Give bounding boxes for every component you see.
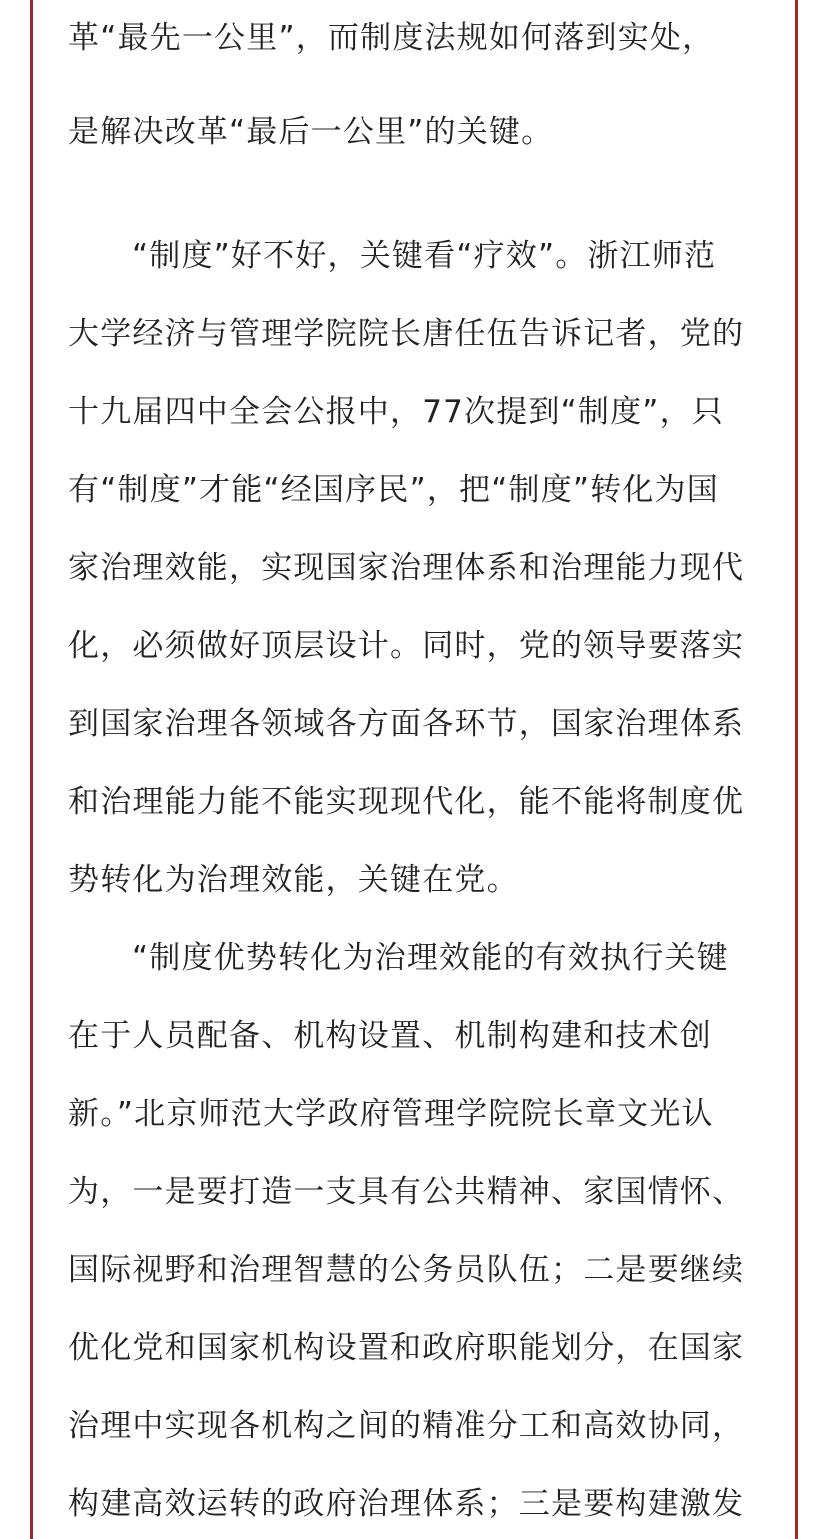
- text-line: 是解决改革“最后一公里”的关键。: [68, 114, 554, 150]
- text-line: 十九届四中全会公报中，77次提到“制度”，只: [68, 394, 724, 430]
- text-line: 优化党和国家机构设置和政府职能划分，在国家: [68, 1330, 745, 1366]
- text-line: 治理中实现各机构之间的精准分工和高效协同，: [68, 1408, 745, 1444]
- text-line: 势转化为治理效能，关键在党。: [68, 862, 519, 898]
- text-line: 革“最先一公里”，而制度法规如何落到实处，: [68, 20, 715, 56]
- article-frame-border: [30, 0, 798, 1539]
- text-line: 有“制度”才能“经国序民”，把“制度”转化为国: [68, 472, 719, 508]
- paragraph-start-line: “制度优势转化为治理效能的有效执行关键: [132, 940, 729, 976]
- text-line: 大学经济与管理学院院长唐任伍告诉记者，党的: [68, 316, 745, 352]
- text-line: 化，必须做好顶层设计。同时，党的领导要落实: [68, 628, 745, 664]
- text-line: 家治理效能，实现国家治理体系和治理能力现代: [68, 550, 745, 586]
- text-line: 为，一是要打造一支具有公共精神、家国情怀、: [68, 1174, 745, 1210]
- text-line: 和治理能力能不能实现现代化，能不能将制度优: [68, 784, 745, 820]
- text-line: 构建高效运转的政府治理体系；三是要构建激发: [68, 1486, 745, 1522]
- text-line: 到国家治理各领域各方面各环节，国家治理体系: [68, 706, 745, 742]
- text-line: 新。”北京师范大学政府管理学院院长章文光认: [68, 1096, 714, 1132]
- paragraph-start-line: “制度”好不好，关键看“疗效”。浙江师范: [132, 238, 717, 274]
- text-line: 在于人员配备、机构设置、机制构建和技术创: [68, 1018, 712, 1054]
- text-line: 国际视野和治理智慧的公务员队伍；二是要继续: [68, 1252, 745, 1288]
